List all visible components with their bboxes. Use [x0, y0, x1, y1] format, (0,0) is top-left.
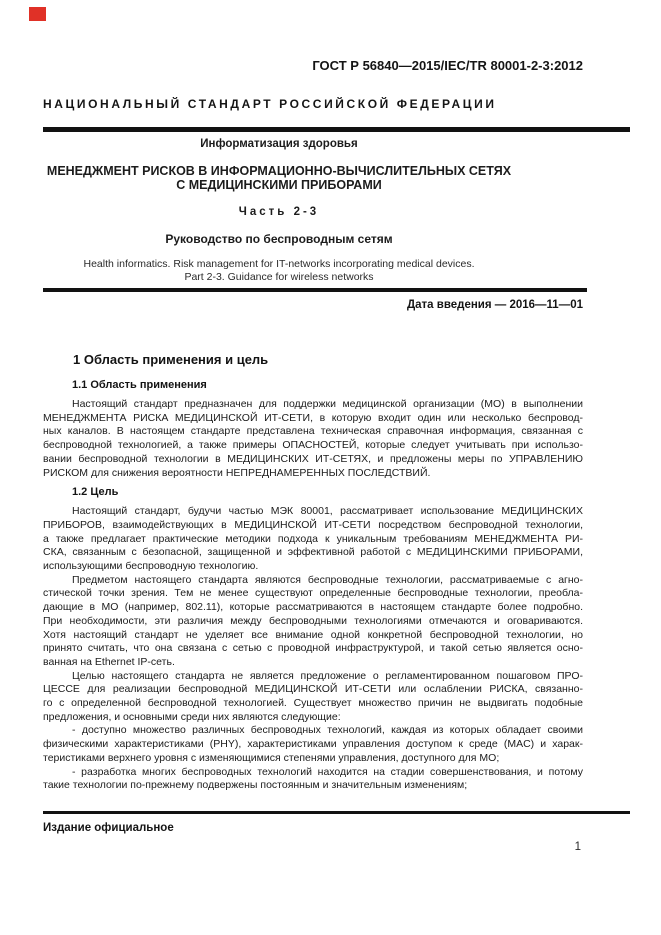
- paragraph-line: предложения, и основными среди них являются следующие:: [43, 710, 341, 723]
- paragraph-line: СКА, связанным с безопасной, защищенной и эффективной работой с МЕДИЦИНСКИМИ ПРИБОРАМИ,: [43, 546, 583, 559]
- national-standard-banner: НАЦИОНАЛЬНЫЙ СТАНДАРТ РОССИЙСКОЙ ФЕДЕРАЦИИ: [43, 97, 497, 111]
- domain-title: Информатизация здоровья: [200, 138, 358, 150]
- paragraph-line: такие технологии по-прежнему подвержены постоянным и значительным изменениям;: [43, 779, 468, 792]
- paragraph-line: Настоящий стандарт, будучи частью МЭК 80001, рассматривает использование МЕДИЦИНСКИХ: [72, 505, 583, 518]
- effective-date: Дата введения — 2016—11—01: [406, 299, 583, 311]
- paragraph-line: Настоящий стандарт предназначен для поддержки медицинской организации (МО) в выполнении: [72, 398, 583, 410]
- header-rule: [43, 127, 630, 132]
- paragraph: [43, 505, 583, 574]
- subtitle: Руководство по беспроводным сетям: [165, 232, 393, 246]
- part-label: Часть 2-3: [238, 206, 320, 218]
- paragraph-line: а также предлагает практические методики подхода к уникальным требованиям МЕНЕДЖМЕНТА РИ-: [43, 532, 583, 545]
- title-rule: [43, 288, 587, 292]
- paragraph: [43, 398, 583, 480]
- list-item: [43, 724, 583, 765]
- paragraph: [43, 574, 583, 670]
- main-title-line2: С МЕДИЦИНСКИМИ ПРИБОРАМИ: [176, 178, 382, 192]
- paragraph-line: Предметом настоящего стандарта являются беспроводные технологии, рассматриваемые с агно-: [72, 573, 583, 586]
- main-title: [43, 164, 515, 192]
- paragraph-line: При необходимости, эти различия между беспроводными технологиями отмечаются и оговариваются.: [43, 614, 583, 627]
- title-block: [43, 138, 515, 284]
- paragraph-line: ванная на Ethernet IP-сеть.: [43, 655, 175, 668]
- paragraph-line: РИСКОМ для снижения вероятности НЕПРЕДНАМЕРЕННЫХ ПОСЛЕДСТВИЙ.: [43, 466, 431, 479]
- document-number: ГОСТ Р 56840—2015/IEC/TR 80001-2-3:2012: [312, 58, 583, 73]
- footer-rule: [43, 811, 630, 814]
- subsection-heading-scope: 1.1 Область применения: [72, 379, 207, 391]
- edition-note: Издание официальное: [43, 822, 174, 834]
- subsection-heading-purpose: 1.2 Цель: [72, 486, 119, 499]
- paragraph-line: дающие в МО (например, 802.11), которые рассматриваются в настоящем стандарте более подробно.: [43, 601, 583, 614]
- section-heading: 1 Область применения и цель: [73, 352, 269, 367]
- paragraph-line: физическими характеристиками (PHY), характеристиками управления доступом к среде (MAC) и харак-: [43, 738, 583, 751]
- english-title-line1: Health informatics. Risk management for IT-networks incorporating medical devices.: [83, 258, 475, 270]
- list-item: [43, 766, 583, 793]
- english-title: [43, 258, 515, 284]
- main-title-line1: МЕНЕДЖМЕНТ РИСКОВ В ИНФОРМАЦИОННО-ВЫЧИСЛИТЕЛЬНЫХ СЕТЯХ: [46, 164, 512, 178]
- english-title-line2: Part 2-3. Guidance for wireless networks: [184, 271, 374, 283]
- paragraph-line: принято считать, что она связана с сетью с проводной инфраструктурой, и такой сетью является осно-: [43, 642, 583, 655]
- paragraph-line: ЦЕССЕ для реализации беспроводной МЕДИЦИНСКОЙ ИТ-СЕТИ или ослаблении РИСКА, связанно-: [43, 683, 583, 696]
- paragraph-line: беспроводной технологией, а также примеры ОПАСНОСТЕЙ, которые следует учитывать при использо-: [43, 439, 583, 452]
- page-number: 1: [574, 841, 581, 853]
- paragraph-line: го с определенной беспроводной технологией. Существует множество причин не выдвигать подобные: [43, 697, 583, 710]
- paragraph-line: стической точки зрения. Тем не менее существуют определенные беспроводные технологии, преобла-: [43, 587, 583, 600]
- paragraph: [43, 670, 583, 725]
- paragraph-line: теристиками верхнего уровня с изменяющимися степенями управления, доступного для МО;: [43, 751, 500, 764]
- paragraph-line: использующими беспроводную технологию.: [43, 560, 259, 573]
- paragraph-line: Хотя настоящий стандарт не уделяет все внимание одной конкретной беспроводной технологии, но: [43, 628, 583, 641]
- paragraph-line: - доступно множество различных беспроводных технологий, каждая из которых обладает своими: [72, 724, 583, 737]
- paragraph-line: - разработка многих беспроводных технологий находится на стадии совершенствования, и потому: [72, 765, 583, 778]
- paragraph-line: ных каналов. В настоящем стандарте представлена техническая справочная информация, связанная с: [43, 425, 583, 438]
- red-annotation-marker: [29, 7, 46, 21]
- paragraph-line: вании беспроводной технологии в МЕДИЦИНСКИХ ИТ-СЕТЯХ, и предложены меры по УПРАВЛЕНИЮ: [43, 452, 583, 465]
- paragraph-line: ПРИБОРОВ, взаимодействующих в МЕДИЦИНСКОЙ ИТ-СЕТИ посредством беспроводной технологии,: [43, 518, 583, 531]
- paragraph-line: МЕНЕДЖМЕНТА РИСКА МЕДИЦИНСКОЙ ИТ-СЕТИ, в которую входит один или несколько беспровод-: [43, 411, 583, 424]
- paragraph-line: Целью настоящего стандарта не является предложение о регламентированном пошаговом ПРО-: [72, 669, 583, 682]
- document-body: [43, 348, 583, 793]
